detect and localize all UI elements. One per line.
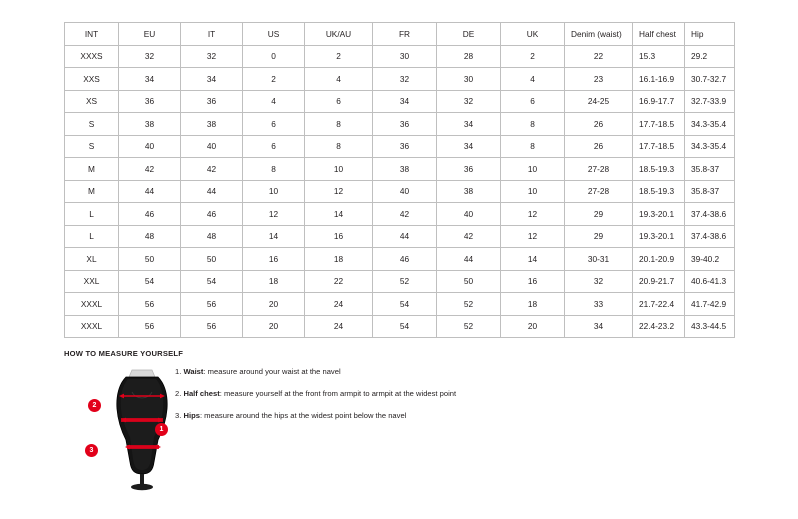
cell-half-chest: 16.9-17.7 — [633, 90, 685, 113]
cell-us: 10 — [243, 180, 305, 203]
cell-de: 44 — [437, 248, 501, 271]
cell-us: 20 — [243, 293, 305, 316]
cell-hip: 29.2 — [685, 45, 735, 68]
cell-de: 32 — [437, 90, 501, 113]
cell-int: M — [65, 180, 119, 203]
cell-us: 8 — [243, 158, 305, 181]
cell-uk: 4 — [501, 68, 565, 91]
cell-de: 50 — [437, 270, 501, 293]
cell-fr: 30 — [373, 45, 437, 68]
cell-it: 56 — [181, 315, 243, 338]
cell-fr: 40 — [373, 180, 437, 203]
cell-half-chest: 18.5-19.3 — [633, 158, 685, 181]
cell-eu: 42 — [119, 158, 181, 181]
cell-half-chest: 17.7-18.5 — [633, 113, 685, 136]
table-row — [65, 113, 735, 136]
size-chart-table — [64, 22, 735, 338]
how-to-measure-title: HOW TO MEASURE YOURSELF — [64, 349, 184, 358]
cell-it: 54 — [181, 270, 243, 293]
cell-uk: 2 — [501, 45, 565, 68]
cell-fr: 54 — [373, 315, 437, 338]
cell-us: 4 — [243, 90, 305, 113]
cell-denim-waist: 27-28 — [565, 158, 633, 181]
badge-3-hips: 3 — [85, 444, 98, 457]
table-header-row — [65, 23, 735, 46]
cell-uk: 10 — [501, 158, 565, 181]
cell-int: M — [65, 158, 119, 181]
cell-eu: 44 — [119, 180, 181, 203]
table-row — [65, 248, 735, 271]
column-header-uk-au: UK/AU — [305, 23, 373, 46]
cell-uk-au: 8 — [305, 113, 373, 136]
cell-us: 18 — [243, 270, 305, 293]
step-text-half-chest: : measure yourself at the front from armpit to armpit at the widest point — [219, 389, 457, 398]
cell-hip: 35.8-37 — [685, 180, 735, 203]
cell-us: 6 — [243, 113, 305, 136]
cell-int: XXS — [65, 68, 119, 91]
cell-fr: 42 — [373, 203, 437, 226]
cell-it: 36 — [181, 90, 243, 113]
cell-denim-waist: 22 — [565, 45, 633, 68]
cell-half-chest: 16.1-16.9 — [633, 68, 685, 91]
measure-step-hips — [175, 410, 605, 421]
cell-eu: 50 — [119, 248, 181, 271]
cell-denim-waist: 27-28 — [565, 180, 633, 203]
column-header-de: DE — [437, 23, 501, 46]
cell-int: L — [65, 225, 119, 248]
table-row — [65, 270, 735, 293]
cell-eu: 54 — [119, 270, 181, 293]
cell-half-chest: 19.3-20.1 — [633, 203, 685, 226]
cell-it: 38 — [181, 113, 243, 136]
cell-uk: 20 — [501, 315, 565, 338]
cell-uk: 18 — [501, 293, 565, 316]
cell-half-chest: 21.7-22.4 — [633, 293, 685, 316]
step-term-hips: Hips — [183, 411, 200, 420]
cell-de: 52 — [437, 293, 501, 316]
cell-half-chest: 19.3-20.1 — [633, 225, 685, 248]
step-number-2: 2. — [175, 389, 182, 398]
cell-uk-au: 8 — [305, 135, 373, 158]
cell-eu: 56 — [119, 293, 181, 316]
measure-steps-list — [175, 366, 605, 432]
cell-us: 20 — [243, 315, 305, 338]
cell-eu: 38 — [119, 113, 181, 136]
column-header-half-chest: Half chest — [633, 23, 685, 46]
cell-eu: 46 — [119, 203, 181, 226]
badge-1-waist: 1 — [155, 423, 168, 436]
cell-hip: 34.3-35.4 — [685, 113, 735, 136]
cell-denim-waist: 33 — [565, 293, 633, 316]
cell-int: XL — [65, 248, 119, 271]
cell-it: 44 — [181, 180, 243, 203]
cell-uk-au: 22 — [305, 270, 373, 293]
step-term-waist: Waist — [183, 367, 204, 376]
cell-it: 48 — [181, 225, 243, 248]
cell-uk-au: 10 — [305, 158, 373, 181]
cell-int: S — [65, 135, 119, 158]
cell-hip: 39-40.2 — [685, 248, 735, 271]
cell-hip: 41.7-42.9 — [685, 293, 735, 316]
cell-uk: 10 — [501, 180, 565, 203]
cell-de: 40 — [437, 203, 501, 226]
cell-eu: 40 — [119, 135, 181, 158]
cell-hip: 37.4-38.6 — [685, 225, 735, 248]
table-row — [65, 45, 735, 68]
column-header-int: INT — [65, 23, 119, 46]
cell-it: 42 — [181, 158, 243, 181]
cell-fr: 52 — [373, 270, 437, 293]
cell-int: XXXL — [65, 293, 119, 316]
table-row — [65, 135, 735, 158]
step-text-hips: : measure around the hips at the widest point below the navel — [199, 411, 407, 420]
cell-hip: 35.8-37 — [685, 158, 735, 181]
cell-uk-au: 14 — [305, 203, 373, 226]
cell-it: 50 — [181, 248, 243, 271]
measure-step-half-chest — [175, 388, 605, 399]
cell-eu: 48 — [119, 225, 181, 248]
table-row — [65, 180, 735, 203]
cell-uk-au: 4 — [305, 68, 373, 91]
column-header-hip: Hip — [685, 23, 735, 46]
column-header-denim-waist: Denim (waist) — [565, 23, 633, 46]
cell-us: 0 — [243, 45, 305, 68]
cell-int: S — [65, 113, 119, 136]
cell-uk-au: 12 — [305, 180, 373, 203]
step-number-3: 3. — [175, 411, 182, 420]
cell-uk-au: 24 — [305, 293, 373, 316]
cell-half-chest: 17.7-18.5 — [633, 135, 685, 158]
table-row — [65, 68, 735, 91]
cell-de: 36 — [437, 158, 501, 181]
column-header-eu: EU — [119, 23, 181, 46]
cell-it: 34 — [181, 68, 243, 91]
cell-denim-waist: 24-25 — [565, 90, 633, 113]
cell-half-chest: 20.9-21.7 — [633, 270, 685, 293]
cell-denim-waist: 26 — [565, 135, 633, 158]
cell-fr: 38 — [373, 158, 437, 181]
cell-uk-au: 24 — [305, 315, 373, 338]
cell-fr: 36 — [373, 135, 437, 158]
cell-hip: 34.3-35.4 — [685, 135, 735, 158]
cell-half-chest: 15.3 — [633, 45, 685, 68]
cell-de: 30 — [437, 68, 501, 91]
cell-hip: 43.3-44.5 — [685, 315, 735, 338]
table-row — [65, 203, 735, 226]
cell-int: XS — [65, 90, 119, 113]
cell-denim-waist: 23 — [565, 68, 633, 91]
cell-uk-au: 16 — [305, 225, 373, 248]
cell-fr: 44 — [373, 225, 437, 248]
badge-2-half-chest: 2 — [88, 399, 101, 412]
cell-us: 2 — [243, 68, 305, 91]
column-header-it: IT — [181, 23, 243, 46]
table-row — [65, 315, 735, 338]
cell-fr: 46 — [373, 248, 437, 271]
cell-us: 12 — [243, 203, 305, 226]
cell-uk: 12 — [501, 203, 565, 226]
cell-fr: 54 — [373, 293, 437, 316]
cell-de: 34 — [437, 135, 501, 158]
cell-de: 52 — [437, 315, 501, 338]
cell-de: 28 — [437, 45, 501, 68]
cell-de: 34 — [437, 113, 501, 136]
cell-us: 6 — [243, 135, 305, 158]
cell-us: 16 — [243, 248, 305, 271]
size-chart-container — [64, 22, 734, 338]
cell-uk: 8 — [501, 135, 565, 158]
cell-hip: 40.6-41.3 — [685, 270, 735, 293]
cell-eu: 34 — [119, 68, 181, 91]
table-row — [65, 225, 735, 248]
cell-uk: 8 — [501, 113, 565, 136]
cell-hip: 37.4-38.6 — [685, 203, 735, 226]
cell-fr: 34 — [373, 90, 437, 113]
measure-step-waist — [175, 366, 605, 377]
cell-denim-waist: 32 — [565, 270, 633, 293]
cell-eu: 36 — [119, 90, 181, 113]
cell-hip: 32.7-33.9 — [685, 90, 735, 113]
column-header-uk: UK — [501, 23, 565, 46]
cell-denim-waist: 26 — [565, 113, 633, 136]
cell-half-chest: 18.5-19.3 — [633, 180, 685, 203]
cell-denim-waist: 30-31 — [565, 248, 633, 271]
column-header-fr: FR — [373, 23, 437, 46]
table-row — [65, 293, 735, 316]
cell-uk-au: 6 — [305, 90, 373, 113]
cell-de: 38 — [437, 180, 501, 203]
cell-uk-au: 18 — [305, 248, 373, 271]
cell-hip: 30.7-32.7 — [685, 68, 735, 91]
cell-eu: 32 — [119, 45, 181, 68]
cell-it: 40 — [181, 135, 243, 158]
cell-denim-waist: 29 — [565, 203, 633, 226]
cell-uk: 12 — [501, 225, 565, 248]
cell-uk: 16 — [501, 270, 565, 293]
table-row — [65, 158, 735, 181]
cell-eu: 56 — [119, 315, 181, 338]
cell-half-chest: 22.4-23.2 — [633, 315, 685, 338]
cell-int: XXL — [65, 270, 119, 293]
cell-int: L — [65, 203, 119, 226]
cell-uk-au: 2 — [305, 45, 373, 68]
cell-half-chest: 20.1-20.9 — [633, 248, 685, 271]
cell-denim-waist: 29 — [565, 225, 633, 248]
cell-it: 46 — [181, 203, 243, 226]
cell-us: 14 — [243, 225, 305, 248]
cell-fr: 36 — [373, 113, 437, 136]
step-text-waist: : measure around your waist at the navel — [203, 367, 341, 376]
cell-uk: 14 — [501, 248, 565, 271]
step-term-half-chest: Half chest — [183, 389, 220, 398]
step-number-1: 1. — [175, 367, 182, 376]
cell-fr: 32 — [373, 68, 437, 91]
cell-denim-waist: 34 — [565, 315, 633, 338]
column-header-us: US — [243, 23, 305, 46]
table-row — [65, 90, 735, 113]
cell-it: 56 — [181, 293, 243, 316]
cell-it: 32 — [181, 45, 243, 68]
cell-uk: 6 — [501, 90, 565, 113]
cell-de: 42 — [437, 225, 501, 248]
cell-int: XXXL — [65, 315, 119, 338]
cell-int: XXXS — [65, 45, 119, 68]
